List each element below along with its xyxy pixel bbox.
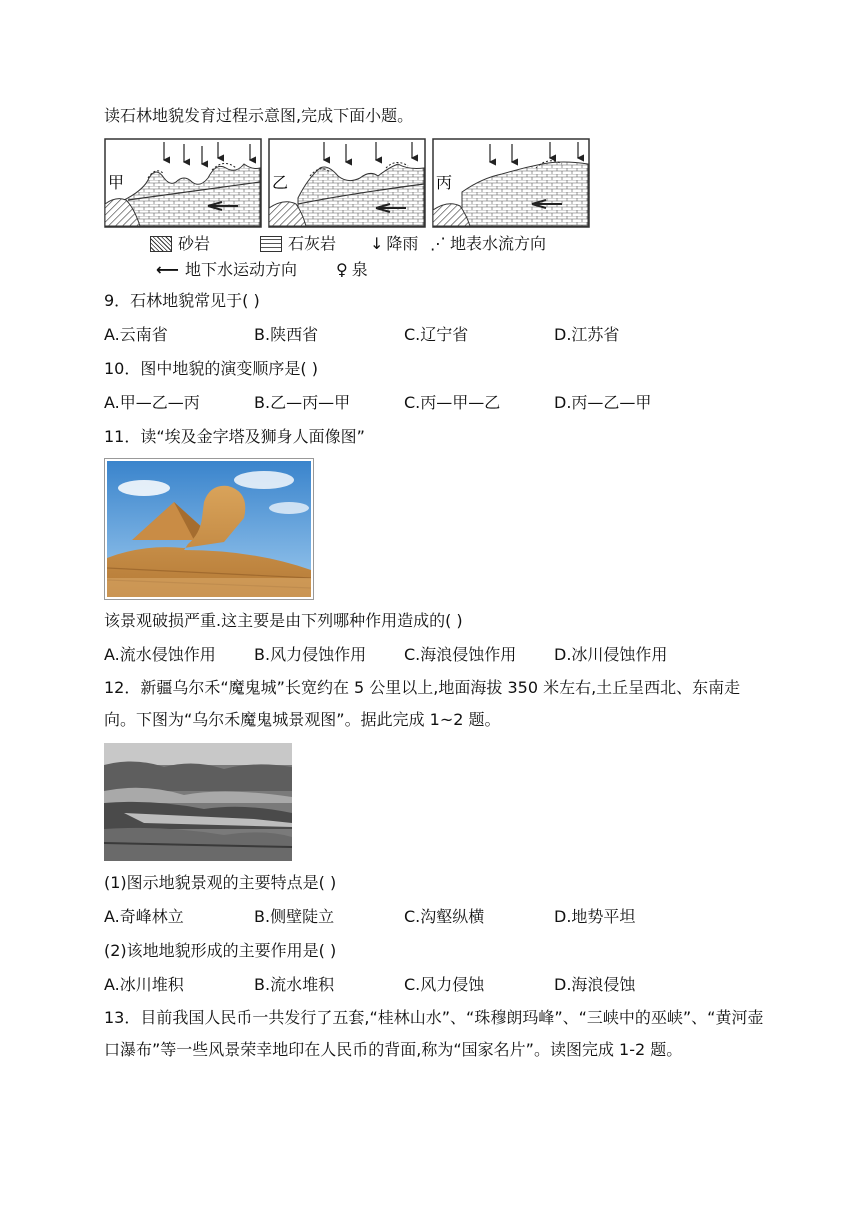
q10-option-b[interactable]: B.乙—丙—甲	[254, 393, 351, 412]
q12-sub1-option-c[interactable]: C.沟壑纵横	[404, 907, 485, 926]
q12-sub1-option-d[interactable]: D.地势平坦	[554, 907, 636, 926]
stone-forest-diagram	[104, 138, 592, 230]
q12-sub2-option-a[interactable]: A.冰川堆积	[104, 975, 184, 994]
q10-option-d[interactable]: D.丙—乙—甲	[554, 393, 652, 412]
panel-jia	[105, 139, 261, 227]
panel-label-jia: 甲	[108, 173, 125, 192]
legend-sandstone: 砂岩	[178, 234, 211, 253]
q9-option-d[interactable]: D.江苏省	[554, 325, 620, 344]
panel-yi	[269, 139, 425, 227]
q12-sub2-option-c[interactable]: C.风力侵蚀	[404, 975, 485, 994]
groundwater-arrow-icon: ⟵	[156, 260, 179, 279]
q9-stem: 9．石林地貌常见于( )	[104, 291, 260, 310]
q12-sub2-option-b[interactable]: B.流水堆积	[254, 975, 335, 994]
panel-label-yi: 乙	[272, 173, 289, 192]
spring-icon: ♀	[336, 260, 348, 279]
intro-text: 读石林地貌发育过程示意图,完成下面小题。	[104, 106, 414, 125]
legend-surface-flow: 地表水流方向	[450, 234, 547, 253]
q9-option-a[interactable]: A.云南省	[104, 325, 168, 344]
legend-spring: 泉	[351, 260, 368, 279]
q10-option-c[interactable]: C.丙—甲—乙	[404, 393, 501, 412]
q10-option-a[interactable]: A.甲—乙—丙	[104, 393, 200, 412]
sphinx-pyramid-photo	[104, 458, 314, 600]
q11-followup: 该景观破损严重.这主要是由下列哪种作用造成的( )	[104, 611, 463, 630]
q12-stem: 12．新疆乌尔禾“魔鬼城”长宽约在 5 公里以上,地面海拔 350 米左右,土丘呈西北、东南走向。下图为“乌尔禾魔鬼城景观图”。据此完成 1~2 题。	[104, 678, 741, 729]
q11-option-c[interactable]: C.海浪侵蚀作用	[404, 645, 517, 664]
limestone-swatch	[260, 236, 282, 252]
legend-groundwater: 地下水运动方向	[184, 260, 297, 279]
q12-sub2-option-d[interactable]: D.海浪侵蚀	[554, 975, 636, 994]
q12-sub2: (2)该地地貌形成的主要作用是( )	[104, 941, 337, 960]
q11-stem: 11．读“埃及金字塔及狮身人面像图”	[104, 427, 365, 446]
q9-option-c[interactable]: C.辽宁省	[404, 325, 469, 344]
q10-stem: 10．图中地貌的演变顺序是( )	[104, 359, 318, 378]
diagram-legend-row-2	[156, 260, 456, 280]
surface-flow-icon: ⋰	[430, 234, 446, 253]
q11-option-a[interactable]: A.流水侵蚀作用	[104, 645, 216, 664]
devil-city-photo	[104, 743, 292, 861]
q9-option-b[interactable]: B.陕西省	[254, 325, 319, 344]
legend-rain: 降雨	[386, 234, 419, 253]
q12-sub1-option-a[interactable]: A.奇峰林立	[104, 907, 184, 926]
diagram-legend	[150, 234, 610, 254]
q13-stem: 13．目前我国人民币一共发行了五套,“桂林山水”、“珠穆朗玛峰”、“三峡中的巫峡”、“黄河壶口瀑布”等一些风景荣幸地印在人民币的背面,称为“国家名片”。读图完成 1-2 题。	[104, 1008, 764, 1059]
q12-sub1: (1)图示地貌景观的主要特点是( )	[104, 873, 337, 892]
sandstone-swatch	[150, 236, 172, 252]
panel-label-bing: 丙	[436, 173, 453, 192]
legend-limestone: 石灰岩	[288, 234, 337, 253]
q12-sub1-option-b[interactable]: B.侧壁陡立	[254, 907, 335, 926]
q11-option-b[interactable]: B.风力侵蚀作用	[254, 645, 367, 664]
rain-arrow-icon: ↓	[370, 234, 384, 253]
panel-bing	[433, 139, 589, 227]
q11-option-d[interactable]: D.冰川侵蚀作用	[554, 645, 668, 664]
